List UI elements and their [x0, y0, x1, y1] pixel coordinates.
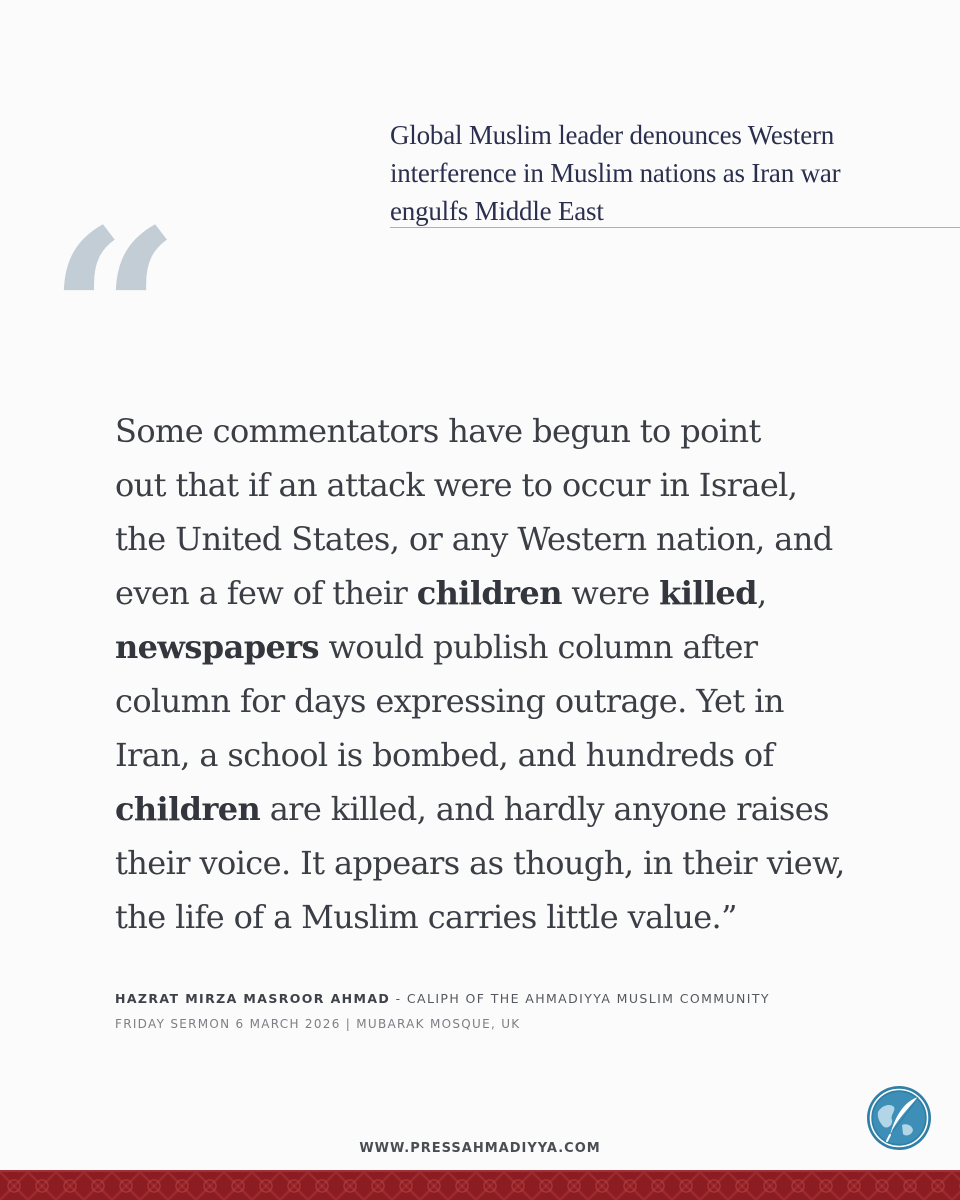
quote-segment: out that if an attack were to occur in Israel, — [115, 466, 798, 504]
headline-line-1: Global Muslim leader denounces Western — [390, 120, 835, 150]
headline-line-3: engulfs Middle East — [390, 196, 604, 226]
quote-line-5 — [115, 620, 875, 674]
quote-line-8 — [115, 782, 875, 836]
quote-segment: , — [756, 574, 767, 612]
quote-line-3 — [115, 512, 875, 566]
open-quote-icon: “ — [48, 180, 181, 450]
quote-line-1 — [115, 404, 875, 458]
quote-emphasis: newspapers — [115, 628, 319, 666]
quote-line-6 — [115, 674, 875, 728]
headline — [390, 116, 910, 230]
sermon-source: FRIDAY SERMON 6 MARCH 2026 | MUBARAK MOSQUE, UK — [115, 1017, 521, 1031]
attribution-separator: - — [390, 991, 407, 1006]
quote-segment: the life of a Muslim carries little value.” — [115, 898, 737, 936]
attribution — [115, 991, 770, 1006]
website-link[interactable]: WWW.PRESSAHMADIYYA.COM — [359, 1141, 601, 1156]
headline-line-2: interference in Muslim nations as Iran war — [390, 158, 841, 188]
speaker-name: HAZRAT MIRZA MASROOR AHMAD — [115, 991, 391, 1006]
quote-emphasis: killed — [659, 574, 757, 612]
quote-line-2 — [115, 458, 875, 512]
footer-pattern-band — [0, 1172, 960, 1200]
quote-line-9 — [115, 836, 875, 890]
quote-segment: were — [561, 574, 660, 612]
quote-text — [115, 404, 875, 944]
quote-segment: column for days expressing outrage. Yet in — [115, 682, 784, 720]
speaker-title: CALIPH OF THE AHMADIYYA MUSLIM COMMUNITY — [406, 991, 770, 1006]
quote-emphasis: children — [416, 574, 562, 612]
quote-segment: the United States, or any Western nation, and — [115, 520, 833, 558]
quote-segment: their voice. It appears as though, in their view, — [115, 844, 845, 882]
quote-segment: even a few of their — [115, 574, 417, 612]
quote-segment: Iran, a school is bombed, and hundreds of — [115, 736, 774, 774]
quote-line-10 — [115, 890, 875, 944]
quote-segment: Some commentators have begun to point — [115, 412, 761, 450]
quote-line-4 — [115, 566, 875, 620]
quote-segment: are killed, and hardly anyone raises — [260, 790, 829, 828]
quote-segment: would publish column after — [318, 628, 758, 666]
quote-emphasis: children — [115, 790, 261, 828]
headline-divider — [390, 227, 960, 228]
quote-line-7 — [115, 728, 875, 782]
